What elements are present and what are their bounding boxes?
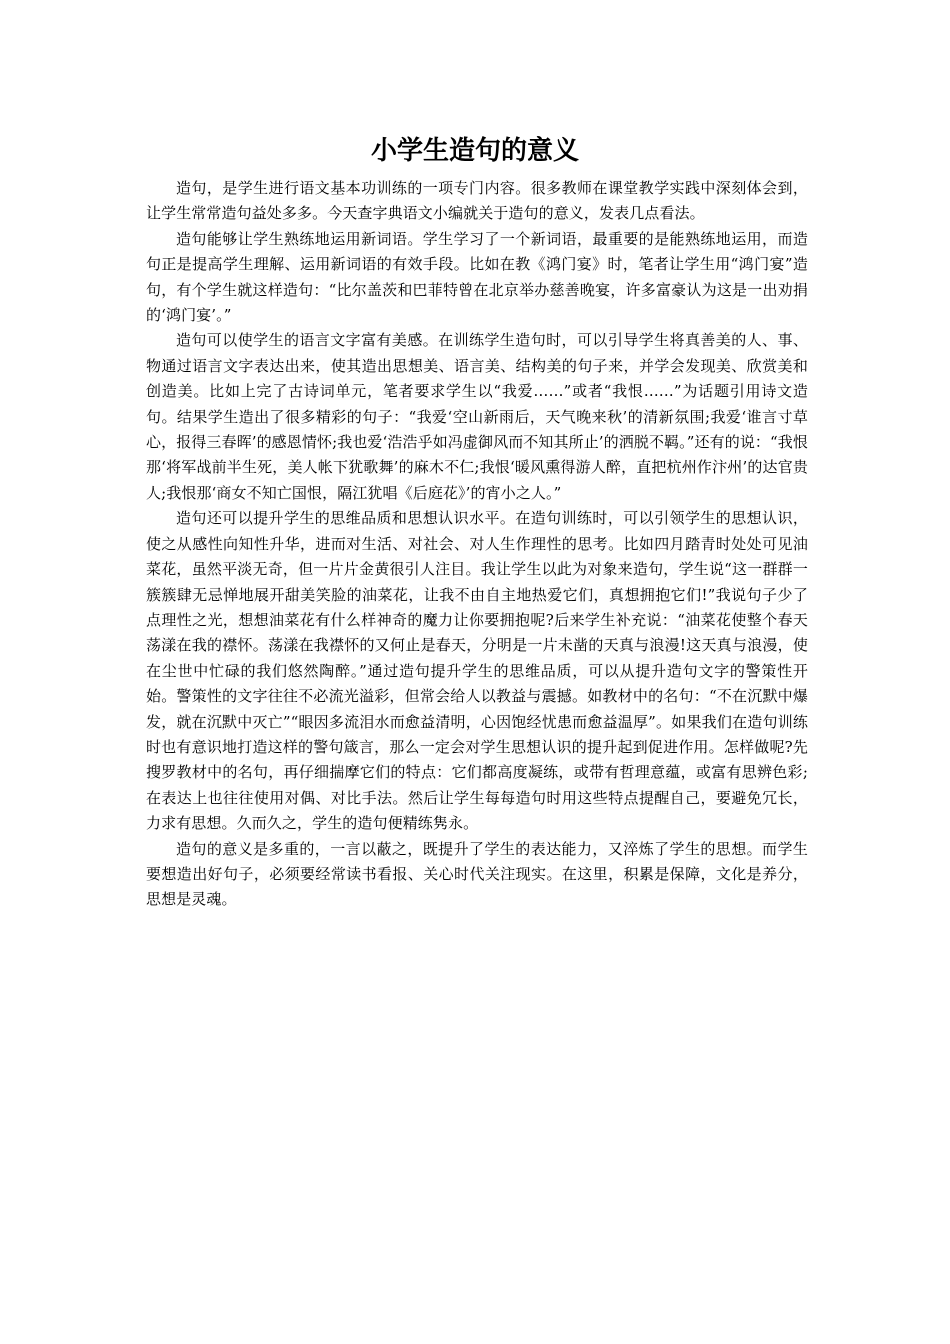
document-title: 小学生造句的意义	[370, 136, 579, 166]
paragraph-1: 造句，是学生进行语文基本功训练的一项专门内容。很多教师在课堂教学实践中深刻体会到，让学生常常造句益处多多。今天查字典语文小编就关于造句的意义，发表几点看法。	[146, 179, 808, 223]
paragraph-5: 造句的意义是多重的，一言以蔽之，既提升了学生的表达能力，又淬炼了学生的思想。而学生要想造出好句子，必须要经常读书看报、关心时代关注现实。在这里，积累是保障，文化是养分，思想是灵魂。	[146, 839, 808, 909]
paragraph-2: 造句能够让学生熟练地运用新词语。学生学习了一个新词语，最重要的是能熟练地运用，而造句正是提高学生理解、运用新词语的有效手段。比如在教《鸿门宴》时，笔者让学生用“鸿门宴”造句，有个学生就这样造句：“比尔盖茨和巴菲特曾在北京举办慈善晚宴，许多富豪认为这是一出劝捐的‘鸿门宴’。”	[146, 229, 808, 325]
paragraph-4: 造句还可以提升学生的思维品质和思想认识水平。在造句训练时，可以引领学生的思想认识，使之从感性向知性升华，进而对生活、对社会、对人生作理性的思考。比如四月踏青时处处可见油菜花，虽然平淡无奇，但一片片金黄很引人注目。我让学生以此为对象来造句，学生说“这一群群一簇簇肆无忌惮地展开甜美笑脸的油菜花，让我不由自主地热爱它们，真想拥抱它们!”我说句子少了点理性之光，想想油菜花有什么样神奇的魔力让你要拥抱呢?后来学生补充说：“油菜花使整个春天荡漾在我的襟怀。荡漾在我襟怀的又何止是春天，分明是一片未凿的天真与浪漫!这天真与浪漫，使在尘世中忙碌的我们悠然陶醉。”通过造句提升学生的思维品质，可以从提升造句文字的警策性开始。警策性的文字往往不必流光溢彩，但常会给人以教益与震撼。如教材中的名句：“不在沉默中爆发，就在沉默中灭亡”“眼因多流泪水而愈益清明，心因饱经忧患而愈益温厚”。如果我们在造句训练时也有意识地打造这样的警句箴言，那么一定会对学生思想认识的提升起到促进作用。怎样做呢?先搜罗教材中的名句，再仔细揣摩它们的特点：它们都高度凝练，或带有哲理意蕴，或富有思辨色彩;在表达上也往往使用对偶、对比手法。然后让学生每每造句时用这些特点提醒自己，要避免冗长，力求有思想。久而久之，学生的造句便精练隽永。	[146, 509, 808, 833]
document-body	[146, 176, 808, 913]
paragraph-3: 造句可以使学生的语言文字富有美感。在训练学生造句时，可以引导学生将真善美的人、事、物通过语言文字表达出来，使其造出思想美、语言美、结构美的句子来，并学会发现美、欣赏美和创造美。比如上完了古诗词单元，笔者要求学生以“我爱……”或者“我恨……”为话题引用诗文造句。结果学生造出了很多精彩的句子：“我爱‘空山新雨后，天气晚来秋’的清新氛围;我爱‘谁言寸草心，报得三春晖’的感恩情怀;我也爱‘浩浩乎如冯虚御风而不知其所止’的洒脱不羁。”还有的说：“我恨那‘将军战前半生死，美人帐下犹歌舞’的麻木不仁;我恨‘暖风熏得游人醉，直把杭州作汴州’的达官贵人;我恨那‘商女不知亡国恨，隔江犹唱《后庭花》’的宵小之人。”	[146, 331, 808, 502]
